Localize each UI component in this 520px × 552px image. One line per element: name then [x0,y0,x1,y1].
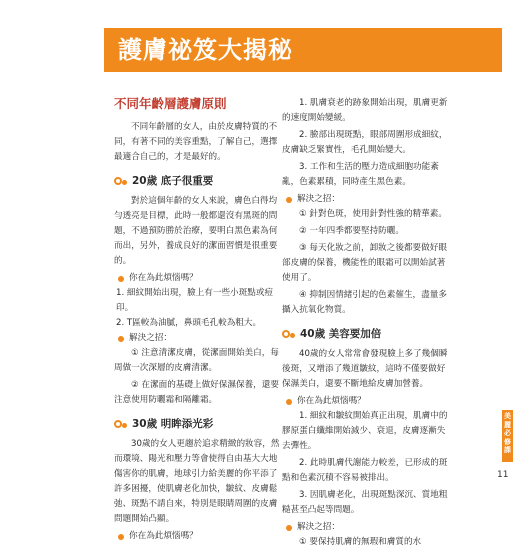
heading-20-text: 20歲 底子很重要 [132,175,214,187]
dot-bullet-icon [286,399,292,405]
list-item: ④ 抑制因情緒引起的色素催生，盡量多攝入抗氧化物質。 [282,290,447,315]
solution-40-title: 解決之招： [297,522,340,532]
dot-bullet-icon [118,276,124,282]
page-title: 護膚祕笈大揭秘 [118,36,293,64]
list-item: ① 注意清潔皮膚，從潔面開始美白，每周做一次深層的皮膚清潔。 [114,348,279,373]
question-40 [282,394,448,409]
question-30 [114,529,282,544]
solution-20 [114,331,282,346]
dot-bullet-icon [118,336,124,342]
paragraph-20: 對於這個年齡的女人來說，膚色白得均勻透亮是目標，此時一般都還沒有黑斑的問題，不過預防勝於治療，要明白黑色素為何而出，另外，養成良好的潔面習慣是很重要的。 [114,196,278,266]
left-column [114,96,282,544]
list-item: 3. 工作和生活的壓力造成細胞功能紊亂，色素累積，同時產生黑色素。 [282,162,439,187]
heading-30 [114,417,282,431]
dot-bullet-icon [286,197,292,203]
solution-30 [282,192,448,207]
list-item: ① 針對色斑，使用針對性強的精華素。 [299,209,447,219]
question-40-text: 你在為此煩惱嗎？ [297,396,366,406]
list-item: 3. 因肌膚老化，出現斑點深沉、質地粗糙甚至凸起等問題。 [282,490,448,515]
list-item: 1. 細紋開始出現，臉上有一些小斑點或痘印。 [116,288,274,313]
list-item: 2. 此時肌膚代謝能力較差，已形成的斑點和色素沉積不容易被排出。 [282,458,448,483]
dot-bullet-icon [286,525,292,531]
page-number: 11 [497,470,509,480]
list-item: ② 在潔面的基礎上做好保濕保養，還要注意使用防曬霜和隔離霜。 [114,380,279,405]
title-banner [104,28,502,72]
solution-30-title: 解決之招： [297,194,340,204]
list-item: 2. 臉部出現斑點，眼部周圍形成細紋，皮膚缺乏緊實性，毛孔開始變大。 [282,130,448,155]
heading-bullet-icon [282,329,298,339]
heading-bullet-icon [114,176,130,186]
chapter-side-tab-label: 美麗必修課 [504,412,511,454]
heading-20 [114,174,282,188]
solution-20-title: 解決之招： [129,333,172,343]
heading-30-text: 30歲 明眸添光彩 [132,418,214,430]
list-item: ① 要保持肌膚的無瑕和膚質的水 [299,537,422,547]
heading-40-text: 40歲 美容要加倍 [300,328,382,340]
list-item: 1. 細紋和皺紋開始真正出現，肌膚中的膠原蛋白纖維開始減少、衰退，皮膚逐漸失去彈性。 [282,411,448,451]
list-item: ② 一年四季都要堅持防曬。 [299,226,404,236]
section-title: 不同年齡層護膚原則 [114,96,227,111]
heading-40 [282,327,448,341]
list-item: ③ 每天化妝之前，卸妝之後都要做好眼部皮膚的保養，機能性的眼霜可以開始試著使用了。 [282,243,447,283]
question-30-text: 你在為此煩惱嗎？ [129,531,198,541]
question-20 [114,271,282,286]
right-column [282,96,448,552]
paragraph-30: 30歲的女人更趨於追求精緻的妝容，然而環境、陽光和壓力等會使得自由基大大地傷害你的肌膚，地球引力給美麗的你平添了許多困擾，使肌膚老化加快，皺紋、皮膚鬆弛、斑點不請自來，特別是眼睛周圍的皮膚問題開始凸顯。 [114,439,280,524]
list-item: 2. T區較為油膩，鼻頭毛孔較為粗大。 [116,318,262,328]
paragraph-40: 40歲的女人常常會發現臉上多了幾個瞬後斑，又增添了幾道皺紋，這時不僅要做好保濕美白，還要不斷地給皮膚加營養。 [282,349,448,389]
solution-40 [282,520,448,535]
heading-bullet-icon [114,419,130,429]
dot-bullet-icon [118,534,124,540]
question-20-text: 你在為此煩惱嗎？ [129,273,198,283]
list-item: 1. 肌膚衰老的跡象開始出現，肌膚更新的速度開始變緩。 [282,98,448,123]
intro-paragraph: 不同年齡層的女人，由於皮膚特質的不同，有著不同的美容重點，了解自己，選擇最適合自己的，才是最好的。 [114,122,278,162]
